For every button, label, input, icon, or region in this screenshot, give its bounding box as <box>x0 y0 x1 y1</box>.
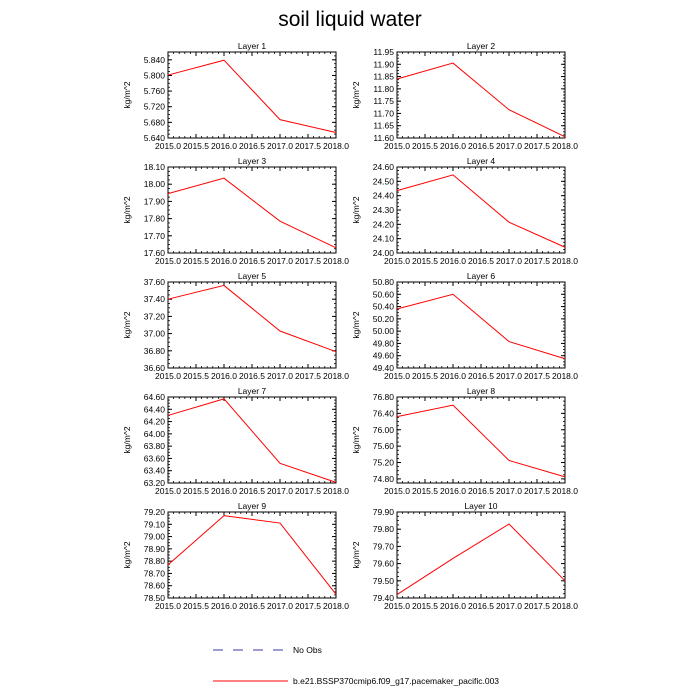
x-tick-label: 2018.0 <box>323 601 349 611</box>
chart-panel-4 <box>351 156 578 266</box>
y-tick-label: 50.00 <box>372 326 394 337</box>
y-tick-label: 79.50 <box>372 575 394 586</box>
panel-title: Layer 1 <box>237 41 267 51</box>
y-tick-label: 75.60 <box>372 441 394 452</box>
x-tick-label: 2017.0 <box>267 486 293 496</box>
x-tick-label: 2018.0 <box>323 256 349 266</box>
y-tick-label: 49.80 <box>372 338 394 349</box>
x-tick-label: 2016.0 <box>440 601 466 611</box>
y-axis-label: kg/m^2 <box>351 426 361 454</box>
y-tick-label: 76.80 <box>372 392 394 402</box>
y-tick-label: 5.720 <box>143 101 165 112</box>
y-tick-label: 78.60 <box>143 580 165 591</box>
plot-frame <box>168 512 336 598</box>
x-tick-label: 2017.5 <box>295 486 321 496</box>
x-tick-label: 2015.0 <box>384 486 410 496</box>
y-tick-label: 79.20 <box>143 507 165 517</box>
y-tick-label: 24.20 <box>372 219 394 230</box>
y-axis-label: kg/m^2 <box>122 311 132 339</box>
x-tick-label: 2017.0 <box>267 256 293 266</box>
x-tick-label: 2018.0 <box>552 601 578 611</box>
series-line <box>397 63 565 137</box>
plot-frame <box>168 282 336 368</box>
x-tick-label: 2017.0 <box>496 601 522 611</box>
x-tick-label: 2016.5 <box>239 371 265 381</box>
y-axis-label: kg/m^2 <box>122 81 132 109</box>
plot-frame <box>397 282 565 368</box>
chart-panel-6 <box>351 271 578 381</box>
y-tick-label: 11.90 <box>373 59 394 70</box>
x-tick-label: 2017.5 <box>524 601 550 611</box>
x-tick-label: 2018.0 <box>323 141 349 151</box>
x-tick-label: 2015.5 <box>412 256 438 266</box>
x-tick-label: 2018.0 <box>323 486 349 496</box>
y-tick-label: 63.20 <box>143 478 165 488</box>
panel-title: Layer 2 <box>466 41 496 51</box>
panel-title: Layer 5 <box>237 271 267 281</box>
y-tick-label: 64.40 <box>143 404 165 415</box>
x-tick-label: 2015.5 <box>183 371 209 381</box>
x-tick-label: 2018.0 <box>552 141 578 151</box>
x-tick-label: 2016.0 <box>211 256 237 266</box>
x-tick-label: 2016.5 <box>239 486 265 496</box>
y-tick-label: 79.70 <box>372 541 394 552</box>
x-tick-label: 2017.0 <box>267 371 293 381</box>
plot-frame <box>397 167 565 253</box>
panel-title: Layer 9 <box>237 501 267 511</box>
panel-title: Layer 7 <box>237 386 267 396</box>
y-tick-label: 63.80 <box>143 441 165 452</box>
legend-series-label: b.e21.BSSP370cmip6.f09_g17.pacemaker_pacific.003 <box>293 676 500 686</box>
series-line <box>397 524 565 595</box>
y-tick-label: 17.70 <box>143 230 165 241</box>
y-tick-label: 11.85 <box>373 71 394 82</box>
plot-frame <box>168 167 336 253</box>
y-axis-label: kg/m^2 <box>122 426 132 454</box>
x-tick-label: 2016.0 <box>440 371 466 381</box>
x-tick-label: 2017.5 <box>295 256 321 266</box>
y-tick-label: 37.00 <box>143 328 165 339</box>
x-tick-label: 2017.0 <box>496 256 522 266</box>
x-tick-label: 2016.5 <box>239 601 265 611</box>
plot-frame <box>397 397 565 483</box>
y-tick-label: 24.50 <box>372 176 394 187</box>
y-tick-label: 24.00 <box>372 248 394 258</box>
panel-title: Layer 10 <box>464 501 498 511</box>
y-tick-label: 11.75 <box>373 96 394 107</box>
x-tick-label: 2017.0 <box>267 601 293 611</box>
y-tick-label: 64.00 <box>143 428 165 439</box>
chart-panel-1 <box>122 41 349 151</box>
x-tick-label: 2016.5 <box>468 256 494 266</box>
x-tick-label: 2016.5 <box>468 486 494 496</box>
chart-panel-9 <box>122 501 349 611</box>
x-tick-label: 2016.5 <box>468 141 494 151</box>
x-tick-label: 2018.0 <box>323 371 349 381</box>
y-tick-label: 63.40 <box>143 465 165 476</box>
legend-obs-label: No Obs <box>293 645 322 655</box>
x-tick-label: 2015.0 <box>384 601 410 611</box>
series-line <box>397 294 565 359</box>
y-tick-label: 5.800 <box>143 70 165 81</box>
y-tick-label: 74.80 <box>372 473 394 484</box>
x-tick-label: 2015.0 <box>155 486 181 496</box>
x-tick-label: 2015.5 <box>183 141 209 151</box>
x-tick-label: 2016.5 <box>239 141 265 151</box>
y-tick-label: 37.40 <box>143 294 165 305</box>
y-tick-label: 37.20 <box>143 311 165 322</box>
series-line <box>168 516 336 595</box>
y-tick-label: 50.40 <box>372 301 394 312</box>
chart-panel-7 <box>122 386 349 496</box>
y-tick-label: 5.840 <box>143 54 165 65</box>
y-tick-label: 76.00 <box>372 424 394 435</box>
x-tick-label: 2015.0 <box>155 141 181 151</box>
y-tick-label: 78.80 <box>143 556 165 567</box>
y-tick-label: 49.40 <box>372 363 394 373</box>
x-tick-label: 2015.5 <box>183 601 209 611</box>
y-axis-label: kg/m^2 <box>122 196 132 224</box>
x-tick-label: 2017.0 <box>496 371 522 381</box>
x-tick-label: 2016.5 <box>468 601 494 611</box>
x-tick-label: 2015.0 <box>384 256 410 266</box>
series-line <box>397 405 565 477</box>
chart-panel-8 <box>351 386 578 496</box>
y-tick-label: 79.60 <box>372 558 394 569</box>
x-tick-label: 2016.0 <box>440 256 466 266</box>
x-tick-label: 2017.0 <box>267 141 293 151</box>
y-tick-label: 5.760 <box>143 86 165 97</box>
y-tick-label: 75.20 <box>372 457 394 468</box>
y-tick-label: 11.60 <box>373 133 394 143</box>
y-tick-label: 11.95 <box>373 47 394 57</box>
x-tick-label: 2016.0 <box>211 486 237 496</box>
y-axis-label: kg/m^2 <box>122 541 132 569</box>
y-tick-label: 63.60 <box>143 453 165 464</box>
x-tick-label: 2016.0 <box>440 141 466 151</box>
y-tick-label: 78.70 <box>143 568 165 579</box>
y-axis-label: kg/m^2 <box>351 311 361 339</box>
x-tick-label: 2015.5 <box>412 486 438 496</box>
x-tick-label: 2016.0 <box>211 601 237 611</box>
chart-panel-10 <box>351 501 578 611</box>
y-tick-label: 17.80 <box>143 213 165 224</box>
y-tick-label: 11.80 <box>373 83 394 94</box>
y-tick-label: 18.10 <box>143 162 165 172</box>
x-tick-label: 2017.5 <box>524 256 550 266</box>
y-tick-label: 24.30 <box>372 205 394 215</box>
y-tick-label: 36.80 <box>143 345 165 356</box>
y-tick-label: 50.60 <box>372 289 394 300</box>
series-line <box>168 60 336 132</box>
series-line <box>168 178 336 248</box>
x-tick-label: 2015.5 <box>412 601 438 611</box>
y-tick-label: 64.60 <box>143 392 165 402</box>
x-tick-label: 2015.0 <box>155 371 181 381</box>
series-line <box>168 399 336 483</box>
x-tick-label: 2015.5 <box>183 256 209 266</box>
x-tick-label: 2016.0 <box>440 486 466 496</box>
y-tick-label: 5.640 <box>143 133 165 143</box>
y-tick-label: 50.80 <box>372 277 394 287</box>
x-tick-label: 2017.0 <box>496 141 522 151</box>
x-tick-label: 2015.0 <box>384 141 410 151</box>
y-tick-label: 50.20 <box>372 313 394 324</box>
series-line <box>168 285 336 351</box>
x-tick-label: 2017.5 <box>295 371 321 381</box>
figure-title: soil liquid water <box>278 8 422 31</box>
y-tick-label: 79.90 <box>372 507 394 517</box>
x-tick-label: 2015.5 <box>412 371 438 381</box>
chart-panel-3 <box>122 156 349 266</box>
plot-frame <box>168 52 336 138</box>
y-tick-label: 64.20 <box>143 416 165 427</box>
x-tick-label: 2015.0 <box>384 371 410 381</box>
y-tick-label: 37.60 <box>143 277 165 287</box>
x-tick-label: 2017.0 <box>496 486 522 496</box>
plot-frame <box>168 397 336 483</box>
y-tick-label: 24.40 <box>372 190 394 201</box>
x-tick-label: 2015.0 <box>155 256 181 266</box>
x-tick-label: 2015.5 <box>183 486 209 496</box>
x-tick-label: 2017.5 <box>524 486 550 496</box>
series-line <box>397 175 565 247</box>
x-tick-label: 2018.0 <box>552 256 578 266</box>
x-tick-label: 2015.5 <box>412 141 438 151</box>
chart-panel-5 <box>122 271 349 381</box>
y-tick-label: 79.80 <box>372 524 394 535</box>
y-tick-label: 79.40 <box>372 593 394 603</box>
y-axis-label: kg/m^2 <box>351 196 361 224</box>
x-tick-label: 2016.0 <box>211 141 237 151</box>
y-tick-label: 24.10 <box>372 233 394 244</box>
y-tick-label: 79.00 <box>143 531 165 542</box>
x-tick-label: 2018.0 <box>552 371 578 381</box>
x-tick-label: 2017.5 <box>295 601 321 611</box>
y-tick-label: 11.65 <box>373 120 394 131</box>
y-axis-label: kg/m^2 <box>351 81 361 109</box>
y-tick-label: 5.680 <box>143 117 165 128</box>
y-tick-label: 78.90 <box>143 543 165 554</box>
y-tick-label: 36.60 <box>143 363 165 373</box>
panel-title: Layer 6 <box>466 271 496 281</box>
panel-title: Layer 4 <box>466 156 496 166</box>
y-tick-label: 78.50 <box>143 593 165 603</box>
y-tick-label: 17.60 <box>143 248 165 258</box>
y-tick-label: 18.00 <box>143 179 165 190</box>
x-tick-label: 2017.5 <box>295 141 321 151</box>
x-tick-label: 2018.0 <box>552 486 578 496</box>
panel-title: Layer 8 <box>466 386 496 396</box>
x-tick-label: 2016.5 <box>468 371 494 381</box>
chart-panel-2 <box>351 41 578 151</box>
panel-title: Layer 3 <box>237 156 267 166</box>
y-axis-label: kg/m^2 <box>351 541 361 569</box>
x-tick-label: 2016.0 <box>211 371 237 381</box>
y-tick-label: 76.40 <box>372 408 394 419</box>
x-tick-label: 2017.5 <box>524 141 550 151</box>
y-tick-label: 49.60 <box>372 350 394 361</box>
x-tick-label: 2017.5 <box>524 371 550 381</box>
y-tick-label: 11.70 <box>373 108 394 119</box>
x-tick-label: 2015.0 <box>155 601 181 611</box>
y-tick-label: 24.60 <box>372 162 394 172</box>
x-tick-label: 2016.5 <box>239 256 265 266</box>
y-tick-label: 17.90 <box>143 196 165 207</box>
y-tick-label: 79.10 <box>143 519 165 530</box>
